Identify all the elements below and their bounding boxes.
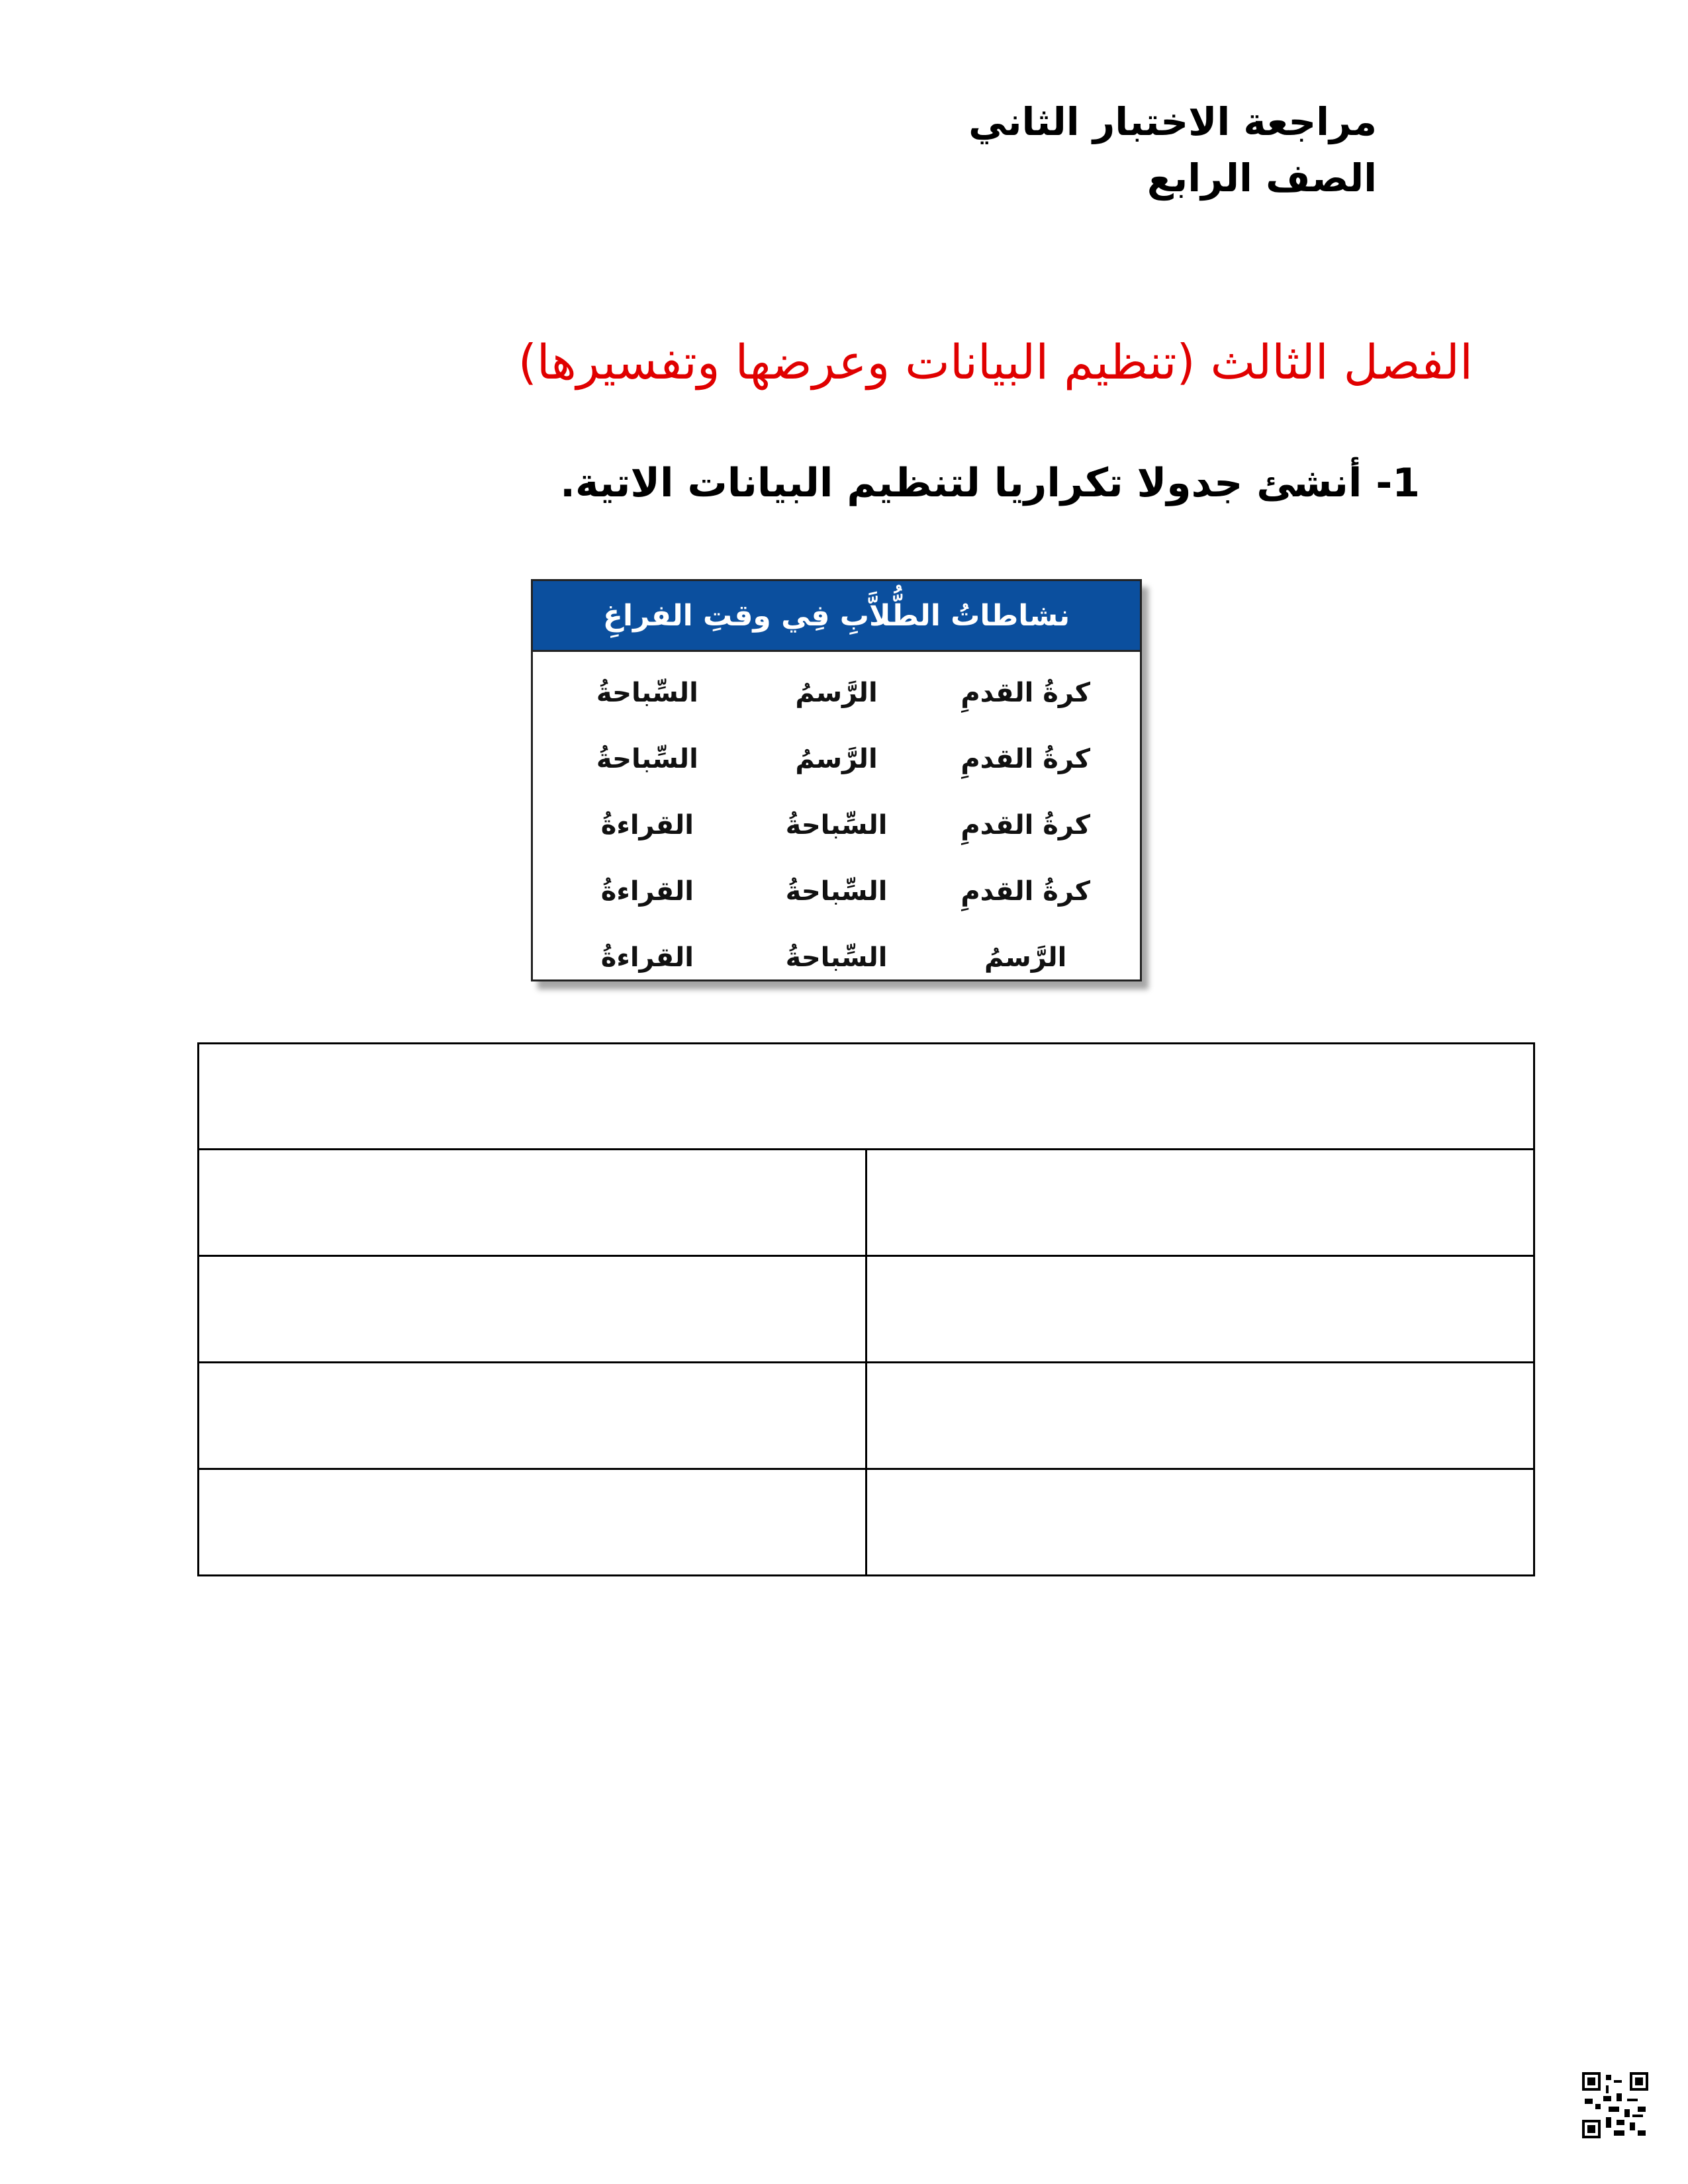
data-table-cell: كرةُ القدمِ xyxy=(961,810,1090,841)
answer-cell[interactable] xyxy=(199,1150,867,1256)
data-table-cell: السِّباحةُ xyxy=(596,678,698,708)
data-table-cell: كرةُ القدمِ xyxy=(961,744,1090,774)
table-row xyxy=(199,1363,1534,1469)
qr-code-icon xyxy=(1582,2072,1648,2138)
answer-cell[interactable] xyxy=(199,1469,867,1576)
answer-cell[interactable] xyxy=(867,1363,1534,1469)
table-row xyxy=(199,1256,1534,1363)
answer-cell[interactable] xyxy=(199,1256,867,1363)
data-table-cell: القراءةُ xyxy=(600,876,694,907)
answer-cell[interactable] xyxy=(867,1256,1534,1363)
data-table-cell: كرةُ القدمِ xyxy=(961,678,1090,708)
activities-data-table xyxy=(531,579,1142,981)
answer-cell[interactable] xyxy=(867,1469,1534,1576)
data-table-cell: السِّباحةُ xyxy=(596,744,698,774)
frequency-answer-table xyxy=(197,1042,1535,1576)
worksheet-title: مراجعة الاختبار الثاني xyxy=(968,99,1377,144)
data-table-cell: القراءةُ xyxy=(600,942,694,973)
data-table-cell: الرَّسمُ xyxy=(795,744,878,774)
table-row xyxy=(199,1469,1534,1576)
data-table-cell: الرَّسمُ xyxy=(984,942,1067,973)
chapter-title: الفصل الثالث (تنظيم البيانات وعرضها وتفسيرها) xyxy=(518,334,1473,390)
question-1: 1- أنشئ جدولا تكراريا لتنظيم البيانات الاتية. xyxy=(560,460,1420,506)
grade-label: الصف الرابع xyxy=(1147,156,1377,201)
answer-cell[interactable] xyxy=(199,1363,867,1469)
answer-cell[interactable] xyxy=(867,1150,1534,1256)
data-table-cell: كرةُ القدمِ xyxy=(961,876,1090,907)
answer-table-header-cell[interactable] xyxy=(199,1044,1534,1150)
data-table-cell: الرَّسمُ xyxy=(795,678,878,708)
data-table-cell: السِّباحةُ xyxy=(785,942,888,973)
data-table-cell: السِّباحةُ xyxy=(785,876,888,907)
data-table-cell: السِّباحةُ xyxy=(785,810,888,841)
data-table-grid xyxy=(533,652,1140,991)
data-table-cell: القراءةُ xyxy=(600,810,694,841)
data-table-title: نشاطاتُ الطُّلاَّبِ فِي وقتِ الفراغِ xyxy=(533,581,1140,652)
table-row xyxy=(199,1150,1534,1256)
